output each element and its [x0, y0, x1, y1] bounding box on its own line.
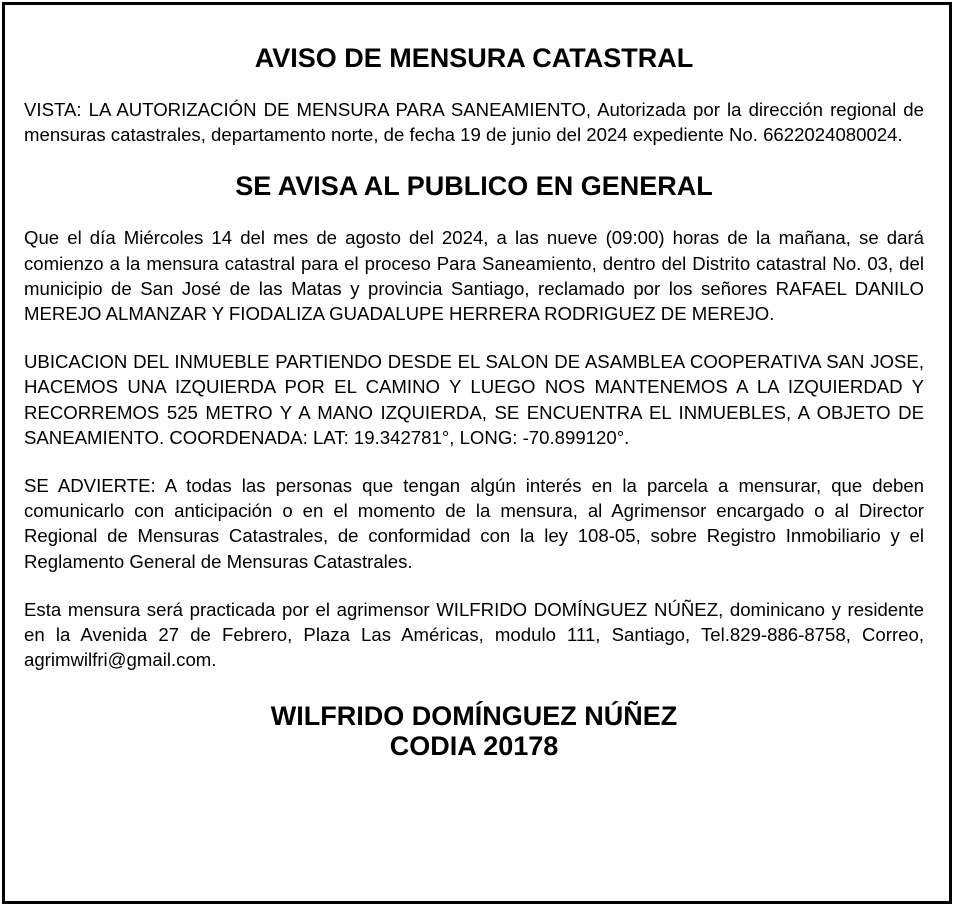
- schedule-paragraph: Que el día Miércoles 14 del mes de agosto del 2024, a las nueve (09:00) horas de la mañana, se dará comienzo a la mensura catastral para el proceso Para Saneamiento, dentro del Distrito catastral No. 03, del municipio de San José de las Matas y provincia Santiago, reclamado por los señores RAFAEL DANILO MEREJO ALMANZAR Y FIODALIZA GUADALUPE HERRERA RODRIGUEZ DE MEREJO.: [24, 227, 924, 325]
- warning-paragraph: SE ADVIERTE: A todas las personas que tengan algún interés en la parcela a mensurar, que deben comunicarlo con anticipación o en el momento de la mensura, al Agrimensor encargado o al Director Regional de Mensuras Catastrales, de conformidad con la ley 108-05, sobre Registro Inmobiliario y el Reglamento General de Mensuras Catastrales.: [24, 475, 924, 572]
- notice-frame: [2, 2, 952, 904]
- authorization-paragraph: VISTA: LA AUTORIZACIÓN DE MENSURA PARA SANEAMIENTO, Autorizada por la dirección regional de mensuras catastrales, departamento norte, de fecha 19 de junio del 2024 expediente No. 6622024080024.: [24, 99, 924, 146]
- signature-name: WILFRIDO DOMÍNGUEZ NÚÑEZ: [270, 701, 678, 732]
- public-notice-heading: SE AVISA AL PUBLICO EN GENERAL: [235, 171, 713, 202]
- location-paragraph: UBICACION DEL INMUEBLE PARTIENDO DESDE EL SALON DE ASAMBLEA COOPERATIVA SAN JOSE, HACEMOS UNA IZQUIERDA POR EL CAMINO Y LUEGO NOS MANTENEMOS A LA IZQUIERDAD Y RECORREMOS 525 METRO Y A MANO IZQUIERDA, SE ENCUENTRA EL INMUEBLES, A OBJETO DE SANEAMIENTO. COORDENADA: LAT: 19.342781°, LONG: -70.899120°.: [24, 351, 924, 448]
- notice-title: AVISO DE MENSURA CATASTRAL: [254, 43, 694, 73]
- signature-codia: CODIA 20178: [389, 731, 559, 762]
- surveyor-paragraph: Esta mensura será practicada por el agrimensor WILFRIDO DOMÍNGUEZ NÚÑEZ, dominicano y residente en la Avenida 27 de Febrero, Plaza Las Américas, modulo 111, Santiago, Tel.829-886-8758, Correo, agrimwilfri@gmail.com.: [24, 598, 924, 671]
